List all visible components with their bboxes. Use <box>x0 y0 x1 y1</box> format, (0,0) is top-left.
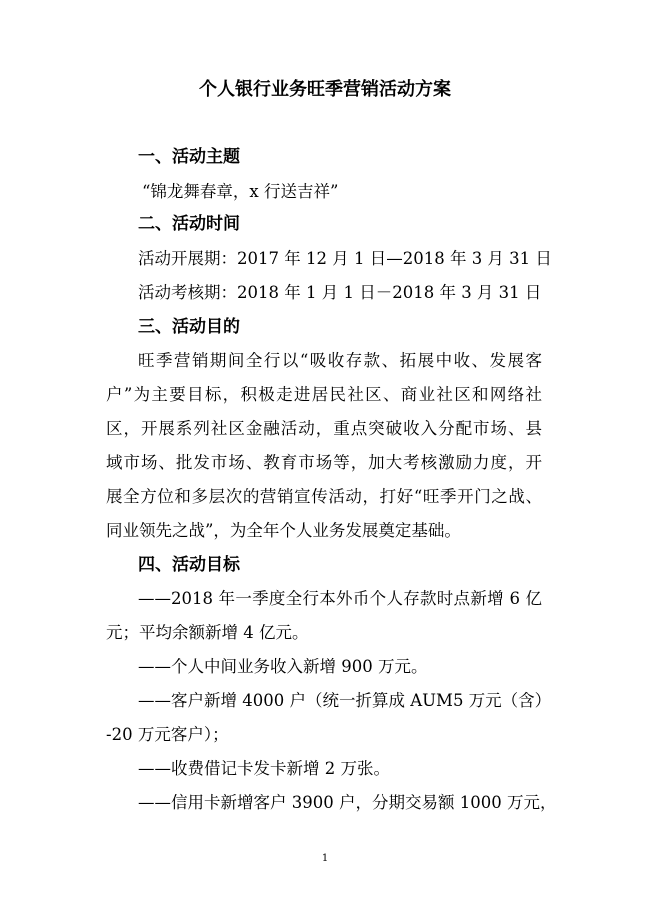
section-heading-theme: 一、活动主题 <box>138 147 240 167</box>
purpose-line: 展全方位和多层次的营销宣传活动，打好“旺季开门之战、 <box>106 487 542 506</box>
theme-slogan: “锦龙舞春章，x 行送吉祥” <box>142 182 339 201</box>
target-line: ——收费借记卡发卡新增 2 万张。 <box>138 759 390 778</box>
section-heading-targets: 四、活动目标 <box>138 555 240 575</box>
assessment-period-line: 活动考核期：2018 年 1 月 1 日－2018 年 3 月 31 日 <box>138 283 542 302</box>
purpose-line: 户”为主要目标，积极走进居民社区、商业社区和网络社 <box>106 385 542 404</box>
target-line: ——个人中间业务收入新增 900 万元。 <box>138 657 428 676</box>
target-line: ——客户新增 4000 户（统一折算成 AUM5 万元（含） <box>138 691 552 710</box>
section-heading-time: 二、活动时间 <box>138 214 240 234</box>
purpose-line: 旺季营销期间全行以“吸收存款、拓展中收、发展客 <box>138 351 542 370</box>
target-line: ——2018 年一季度全行本外币个人存款时点新增 6 亿 <box>138 589 542 608</box>
target-line: -20 万元客户）； <box>106 725 229 744</box>
launch-period-line: 活动开展期：2017 年 12 月 1 日—2018 年 3 月 31 日 <box>138 249 552 268</box>
target-line: 元；平均余额新增 4 亿元。 <box>106 623 309 642</box>
target-line: ——信用卡新增客户 3900 户，分期交易额 1000 万元， <box>138 793 557 812</box>
document-title: 个人银行业务旺季营销活动方案 <box>199 79 451 100</box>
purpose-line: 域市场、批发市场、教育市场等，加大考核激励力度，开 <box>106 453 542 472</box>
purpose-line: 区，开展系列社区金融活动，重点突破收入分配市场、县 <box>106 419 542 438</box>
page-number: 1 <box>321 853 329 864</box>
section-heading-purpose: 三、活动目的 <box>138 317 240 337</box>
purpose-line: 同业领先之战”，为全年个人业务发展奠定基础。 <box>106 521 461 540</box>
